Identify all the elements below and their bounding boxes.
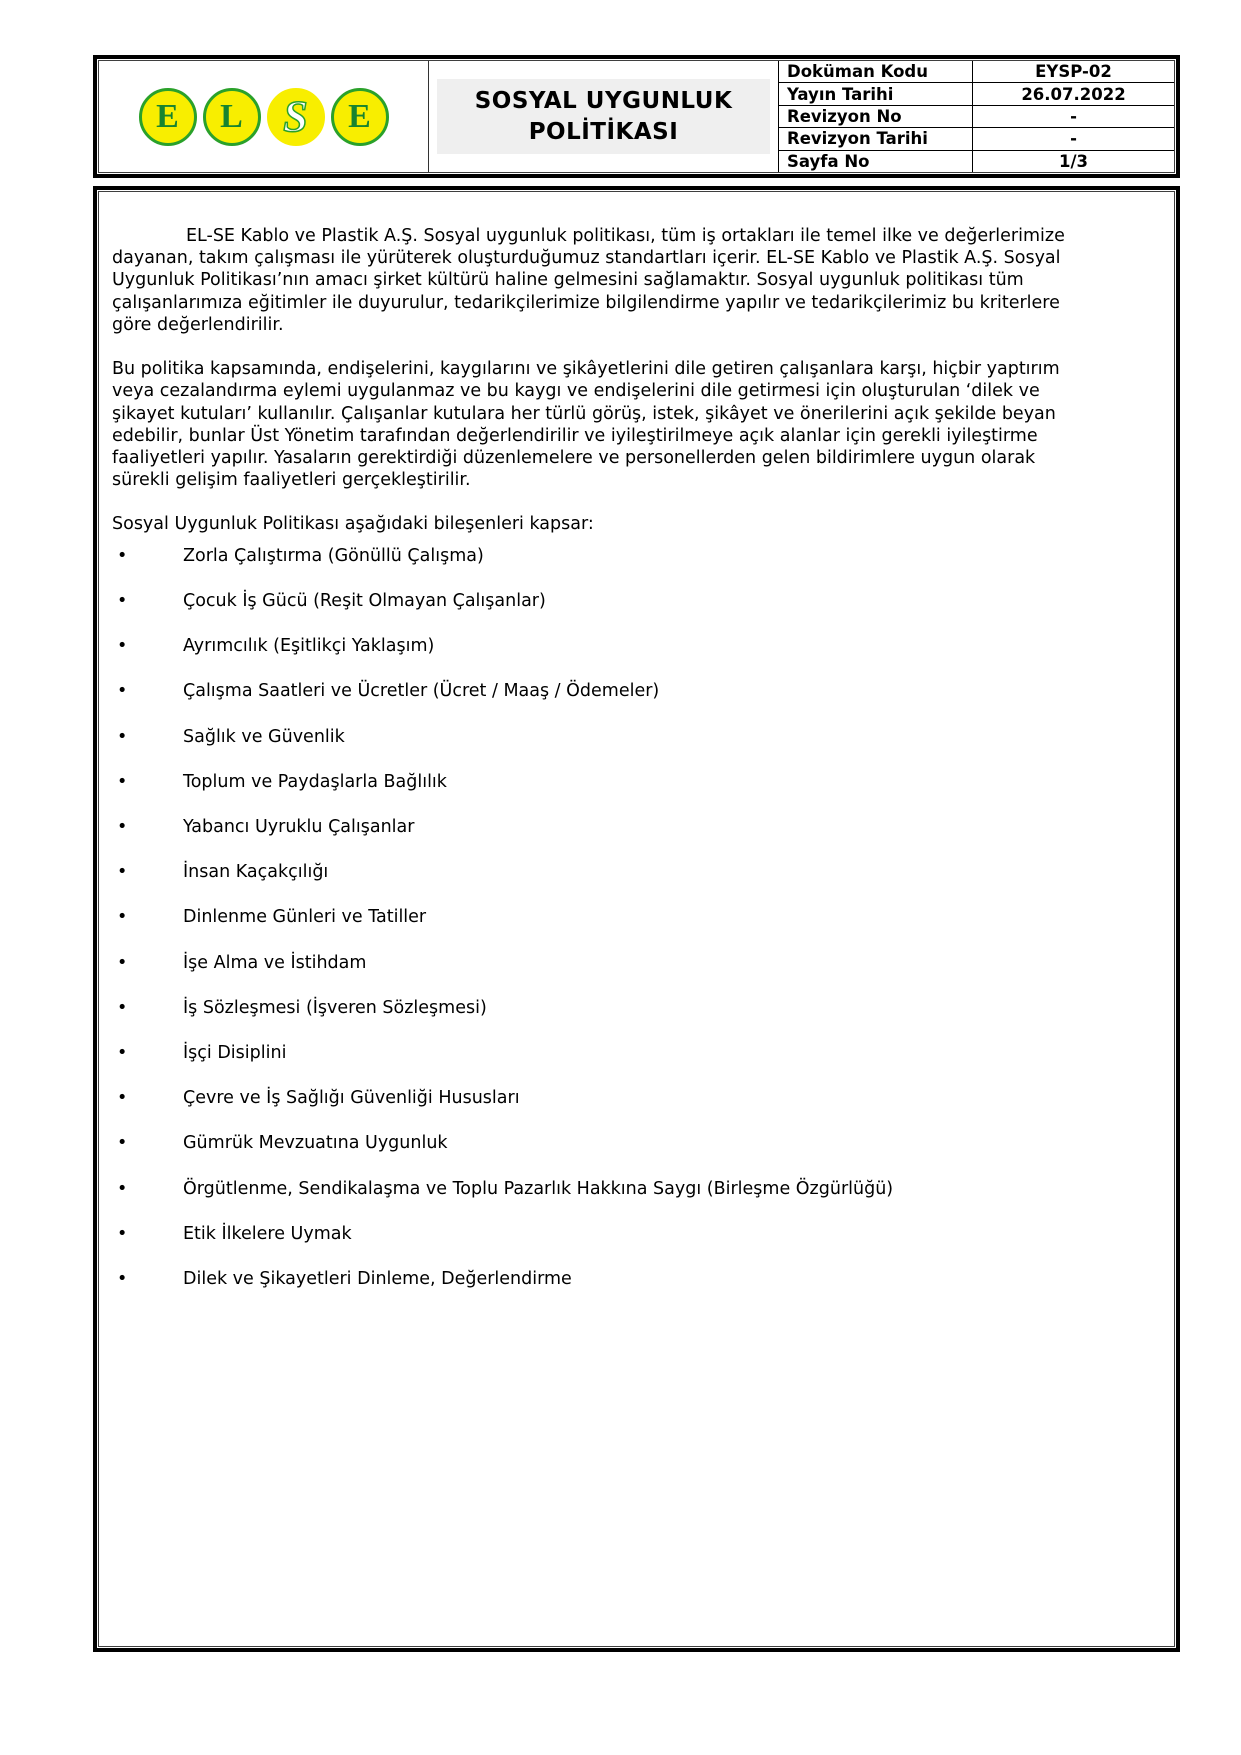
page-title	[437, 79, 770, 154]
bullet-item-text: Çocuk İş Gücü (Reşit Olmayan Çalışanlar)	[183, 590, 546, 611]
bullet-item-text: Çalışma Saatleri ve Ücretler (Ücret / Maaş / Ödemeler)	[183, 681, 660, 702]
bullet-icon: •	[117, 726, 128, 747]
doc-info-value: 1/3	[973, 150, 1174, 172]
bullet-icon: •	[117, 636, 128, 657]
bullet-icon: •	[117, 907, 128, 928]
bullet-item-text: Sağlık ve Güvenlik	[183, 726, 345, 747]
bullet-list	[112, 545, 1067, 1291]
list-intro: Sosyal Uygunluk Politikası aşağıdaki bileşenleri kapsar:	[112, 514, 594, 535]
bullet-icon: •	[117, 1133, 128, 1154]
doc-info-label: Sayfa No	[779, 150, 973, 172]
bullet-item-text: Gümrük Mevzuatına Uygunluk	[183, 1133, 448, 1154]
bullet-item-text: İş Sözleşmesi (İşveren Sözleşmesi)	[183, 997, 487, 1018]
doc-info-row	[779, 128, 1174, 150]
bullet-list-item	[112, 1268, 1067, 1290]
bullet-item-text: Toplum ve Paydaşlarla Bağlılık	[183, 771, 447, 792]
document-body	[93, 186, 1180, 1652]
doc-info-value: -	[973, 128, 1174, 150]
bullet-list-item	[112, 1042, 1067, 1064]
doc-info-table-cell	[779, 61, 1174, 172]
doc-info-value: 26.07.2022	[973, 83, 1174, 105]
bullet-icon: •	[117, 771, 128, 792]
bullet-item-text: Etik İlkelere Uymak	[183, 1223, 352, 1244]
bullet-icon: •	[117, 997, 128, 1018]
bullet-item-text: Yabancı Uyruklu Çalışanlar	[183, 816, 415, 837]
logo-letter-circle: L	[203, 88, 261, 146]
bullet-list-item	[112, 861, 1067, 883]
bullet-list-item	[112, 590, 1067, 612]
bullet-icon: •	[117, 816, 128, 837]
bullet-item-text: Zorla Çalıştırma (Gönüllü Çalışma)	[183, 545, 484, 566]
doc-info-row	[779, 83, 1174, 105]
bullet-list-item	[112, 906, 1067, 928]
bullet-item-text: İşçi Disiplini	[183, 1043, 287, 1064]
bullet-item-text: Ayrımcılık (Eşitlikçi Yaklaşım)	[183, 636, 435, 657]
document-body-inner	[98, 191, 1175, 1647]
paragraph-intro-policy: EL-SE Kablo ve Plastik A.Ş. Sosyal uygunluk politikası, tüm iş ortakları ile temel ilke ve değerlerimize dayanan, takım çalışması ile yürüterek oluşturduğumuz standartları içerir. EL-SE Kablo ve Plastik A.Ş. Sosyal Uygunluk Politikası’nın amacı şirket kültürü haline gelmesini sağlamaktır. Sosyal uygunluk politikası tüm çalışanlarımıza eğitimler ile duyurulur, tedarikçilerimize bilgilendirme yapılır ve tedarikçilerimiz bu kriterlere göre değerlendirilir.	[112, 226, 1065, 335]
paragraph-complaints: Bu politika kapsamında, endişelerini, kaygılarını ve şikâyetlerini dile getiren çalışanlara karşı, hiçbir yaptırım veya cezalandırma eylemi uygulanmaz ve bu kaygı ve endişelerini dile getirmesi için oluşturulan ‘dilek ve şikayet kutuları’ kullanılır. Çalışanlar kutulara her türlü görüş, istek, şikâyet ve önerilerini açık şekilde beyan edebilir, bunlar Üst Yönetim tarafından değerlendirilir ve iyileştirilmeye açık alanlar için gerekli iyileştirme faaliyetleri yapılır. Yasaların gerektirdiği düzenlemelere ve personellerden gelen bildirimlere uygun olarak sürekli gelişim faaliyetleri gerçekleştirilir.	[112, 359, 1060, 491]
bullet-icon: •	[117, 681, 128, 702]
bullet-list-item	[112, 816, 1067, 838]
bullet-icon: •	[117, 952, 128, 973]
bullet-list-item	[112, 726, 1067, 748]
text-column	[112, 225, 1067, 1290]
bullet-item-text: Örgütlenme, Sendikalaşma ve Toplu Pazarlık Hakkına Saygı (Birleşme Özgürlüğü)	[183, 1178, 894, 1199]
bullet-icon: •	[117, 1178, 128, 1199]
document-header	[93, 55, 1180, 178]
bullet-list-item	[112, 635, 1067, 657]
doc-info-row	[779, 150, 1174, 172]
bullet-list-item	[112, 1178, 1067, 1200]
doc-info-label: Doküman Kodu	[779, 61, 973, 83]
bullet-item-text: Çevre ve İş Sağlığı Güvenliği Hususları	[183, 1088, 520, 1109]
logo-s-swoosh-icon: S	[267, 88, 325, 146]
bullet-item-text: Dinlenme Günleri ve Tatiller	[183, 907, 427, 928]
page-title-line1: SOSYAL UYGUNLUK	[474, 88, 733, 115]
doc-info-label: Yayın Tarihi	[779, 83, 973, 105]
bullet-icon: •	[117, 545, 128, 566]
bullet-icon: •	[117, 862, 128, 883]
doc-info-row	[779, 61, 1174, 83]
bullet-icon: •	[117, 1269, 128, 1290]
page-title-line2: POLİTİKASI	[528, 118, 679, 145]
bullet-list-item	[112, 1223, 1067, 1245]
logo-letter-circle: E	[331, 88, 389, 146]
bullet-item-text: İnsan Kaçakçılığı	[183, 862, 329, 883]
bullet-list-item	[112, 952, 1067, 974]
bullet-icon: •	[117, 1223, 128, 1244]
bullet-item-text: Dilek ve Şikayetleri Dinleme, Değerlendirme	[183, 1269, 572, 1290]
bullet-list-item	[112, 680, 1067, 702]
bullet-list-item	[112, 997, 1067, 1019]
title-cell	[429, 61, 779, 172]
bullet-list-item	[112, 545, 1067, 567]
doc-info-label: Revizyon Tarihi	[779, 128, 973, 150]
bullet-icon: •	[117, 590, 128, 611]
body-content	[99, 192, 1174, 1290]
logo-letter-circle: E	[139, 88, 197, 146]
bullet-list-item	[112, 1087, 1067, 1109]
bullet-list-item	[112, 771, 1067, 793]
doc-info-table	[779, 61, 1174, 172]
bullet-icon: •	[117, 1088, 128, 1109]
doc-info-table-body	[779, 61, 1174, 172]
logo	[99, 61, 429, 172]
document-header-inner	[98, 60, 1175, 173]
doc-info-value: -	[973, 105, 1174, 127]
doc-info-label: Revizyon No	[779, 105, 973, 127]
bullet-list-item	[112, 1132, 1067, 1154]
doc-info-row	[779, 105, 1174, 127]
bullet-item-text: İşe Alma ve İstihdam	[183, 952, 367, 973]
bullet-icon: •	[117, 1043, 128, 1064]
doc-info-value: EYSP-02	[973, 61, 1174, 83]
